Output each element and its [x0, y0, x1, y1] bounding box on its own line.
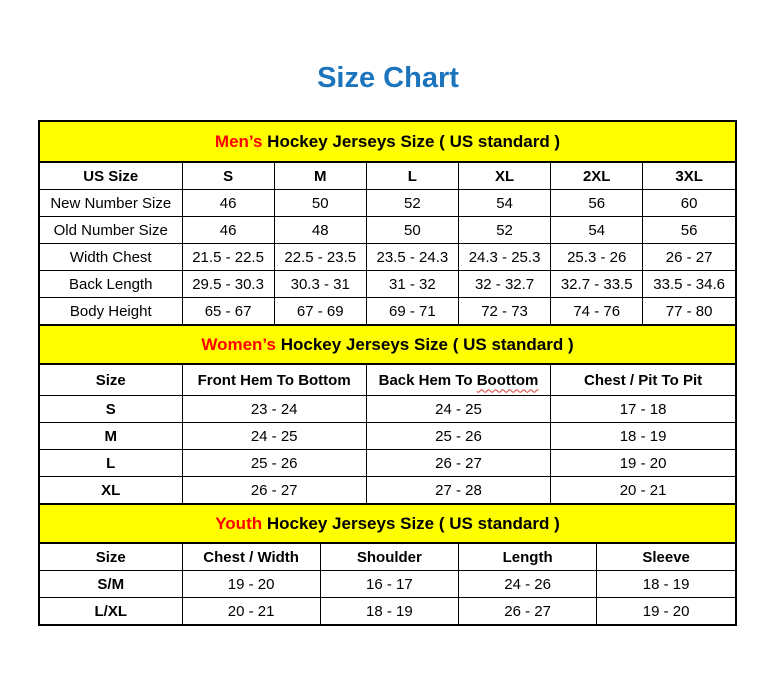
- mens-col-header: US Size: [40, 163, 182, 190]
- mens-value-cell: 32.7 - 33.5: [551, 271, 643, 298]
- mens-data-row: [40, 298, 735, 325]
- womens-value-cell: 19 - 20: [551, 450, 735, 477]
- mens-value-cell: 21.5 - 22.5: [182, 244, 274, 271]
- mens-value-cell: 56: [551, 190, 643, 217]
- misspelled-word-squiggle: Boottom: [476, 371, 539, 389]
- youth-value-cell: 19 - 20: [597, 598, 735, 625]
- mens-row-label: New Number Size: [40, 190, 182, 217]
- womens-header-row: [40, 365, 735, 396]
- mens-row-label: Width Chest: [40, 244, 182, 271]
- mens-value-cell: 60: [643, 190, 735, 217]
- youth-value-cell: 16 - 17: [320, 571, 458, 598]
- mens-value-cell: 77 - 80: [643, 298, 735, 325]
- womens-row-label: L: [40, 450, 182, 477]
- mens-value-cell: 46: [182, 190, 274, 217]
- youth-value-cell: 20 - 21: [182, 598, 320, 625]
- youth-section-title: Hockey Jerseys Size ( US standard ): [262, 514, 560, 533]
- size-chart-table: [38, 120, 737, 626]
- youth-col-header: Shoulder: [320, 544, 458, 571]
- mens-row-label: Back Length: [40, 271, 182, 298]
- womens-col-header-back-hem: [366, 365, 550, 396]
- mens-value-cell: 32 - 32.7: [458, 271, 550, 298]
- mens-value-cell: 65 - 67: [182, 298, 274, 325]
- mens-value-cell: 54: [551, 217, 643, 244]
- youth-value-cell: 18 - 19: [597, 571, 735, 598]
- youth-value-cell: 26 - 27: [459, 598, 597, 625]
- mens-col-header: 3XL: [643, 163, 735, 190]
- mens-data-row: [40, 271, 735, 298]
- womens-value-cell: 23 - 24: [182, 396, 366, 423]
- womens-data-row: [40, 396, 735, 423]
- mens-value-cell: 46: [182, 217, 274, 244]
- mens-value-cell: 33.5 - 34.6: [643, 271, 735, 298]
- mens-value-cell: 74 - 76: [551, 298, 643, 325]
- mens-value-cell: 50: [274, 190, 366, 217]
- mens-value-cell: 31 - 32: [366, 271, 458, 298]
- youth-value-cell: 24 - 26: [459, 571, 597, 598]
- womens-value-cell: 26 - 27: [182, 477, 366, 504]
- youth-size-table: [40, 544, 735, 624]
- mens-value-cell: 54: [458, 190, 550, 217]
- mens-value-cell: 56: [643, 217, 735, 244]
- mens-row-label: Body Height: [40, 298, 182, 325]
- youth-header-row: [40, 544, 735, 571]
- womens-section-title: Hockey Jerseys Size ( US standard ): [275, 335, 574, 354]
- mens-value-cell: 52: [366, 190, 458, 217]
- womens-row-label: XL: [40, 477, 182, 504]
- youth-section-band: [40, 503, 735, 544]
- mens-value-cell: 22.5 - 23.5: [274, 244, 366, 271]
- womens-data-row: [40, 423, 735, 450]
- womens-value-cell: 17 - 18: [551, 396, 735, 423]
- mens-col-header: S: [182, 163, 274, 190]
- womens-row-label: S: [40, 396, 182, 423]
- womens-value-cell: 26 - 27: [366, 450, 550, 477]
- youth-data-row: [40, 571, 735, 598]
- womens-size-table: [40, 365, 735, 503]
- mens-col-header: 2XL: [551, 163, 643, 190]
- mens-size-table: [40, 163, 735, 324]
- mens-value-cell: 24.3 - 25.3: [458, 244, 550, 271]
- mens-row-label: Old Number Size: [40, 217, 182, 244]
- youth-col-header: Size: [40, 544, 182, 571]
- youth-col-header: Sleeve: [597, 544, 735, 571]
- womens-value-cell: 24 - 25: [182, 423, 366, 450]
- mens-data-row: [40, 190, 735, 217]
- youth-row-label: S/M: [40, 571, 182, 598]
- mens-value-cell: 25.3 - 26: [551, 244, 643, 271]
- mens-value-cell: 23.5 - 24.3: [366, 244, 458, 271]
- youth-section-accent: Youth: [215, 514, 263, 533]
- youth-col-header: Chest / Width: [182, 544, 320, 571]
- mens-col-header: L: [366, 163, 458, 190]
- womens-col-header: Size: [40, 365, 182, 396]
- mens-value-cell: 67 - 69: [274, 298, 366, 325]
- mens-col-header: M: [274, 163, 366, 190]
- mens-value-cell: 30.3 - 31: [274, 271, 366, 298]
- mens-value-cell: 48: [274, 217, 366, 244]
- mens-data-row: [40, 244, 735, 271]
- womens-col-header: Front Hem To Bottom: [182, 365, 366, 396]
- womens-value-cell: 24 - 25: [366, 396, 550, 423]
- womens-value-cell: 25 - 26: [182, 450, 366, 477]
- womens-value-cell: 20 - 21: [551, 477, 735, 504]
- mens-data-row: [40, 217, 735, 244]
- mens-value-cell: 69 - 71: [366, 298, 458, 325]
- womens-data-row: [40, 477, 735, 504]
- womens-data-row: [40, 450, 735, 477]
- womens-value-cell: 25 - 26: [366, 423, 550, 450]
- youth-row-label: L/XL: [40, 598, 182, 625]
- womens-section-band: [40, 324, 735, 365]
- womens-value-cell: 27 - 28: [366, 477, 550, 504]
- mens-value-cell: 50: [366, 217, 458, 244]
- womens-value-cell: 18 - 19: [551, 423, 735, 450]
- mens-value-cell: 52: [458, 217, 550, 244]
- page-title: Size Chart: [317, 62, 459, 94]
- womens-section-accent: Women’s: [201, 335, 276, 354]
- mens-value-cell: 72 - 73: [458, 298, 550, 325]
- youth-col-header: Length: [459, 544, 597, 571]
- mens-value-cell: 26 - 27: [643, 244, 735, 271]
- womens-col-header: Chest / Pit To Pit: [551, 365, 735, 396]
- mens-header-row: [40, 163, 735, 190]
- mens-col-header: XL: [458, 163, 550, 190]
- mens-section-band: [40, 122, 735, 163]
- womens-row-label: M: [40, 423, 182, 450]
- youth-data-row: [40, 598, 735, 625]
- mens-section-accent: Men’s: [214, 132, 263, 151]
- youth-value-cell: 18 - 19: [320, 598, 458, 625]
- mens-section-title: Hockey Jerseys Size ( US standard ): [262, 132, 561, 151]
- back-hem-label-prefix: Back Hem To: [378, 371, 477, 389]
- mens-value-cell: 29.5 - 30.3: [182, 271, 274, 298]
- youth-value-cell: 19 - 20: [182, 571, 320, 598]
